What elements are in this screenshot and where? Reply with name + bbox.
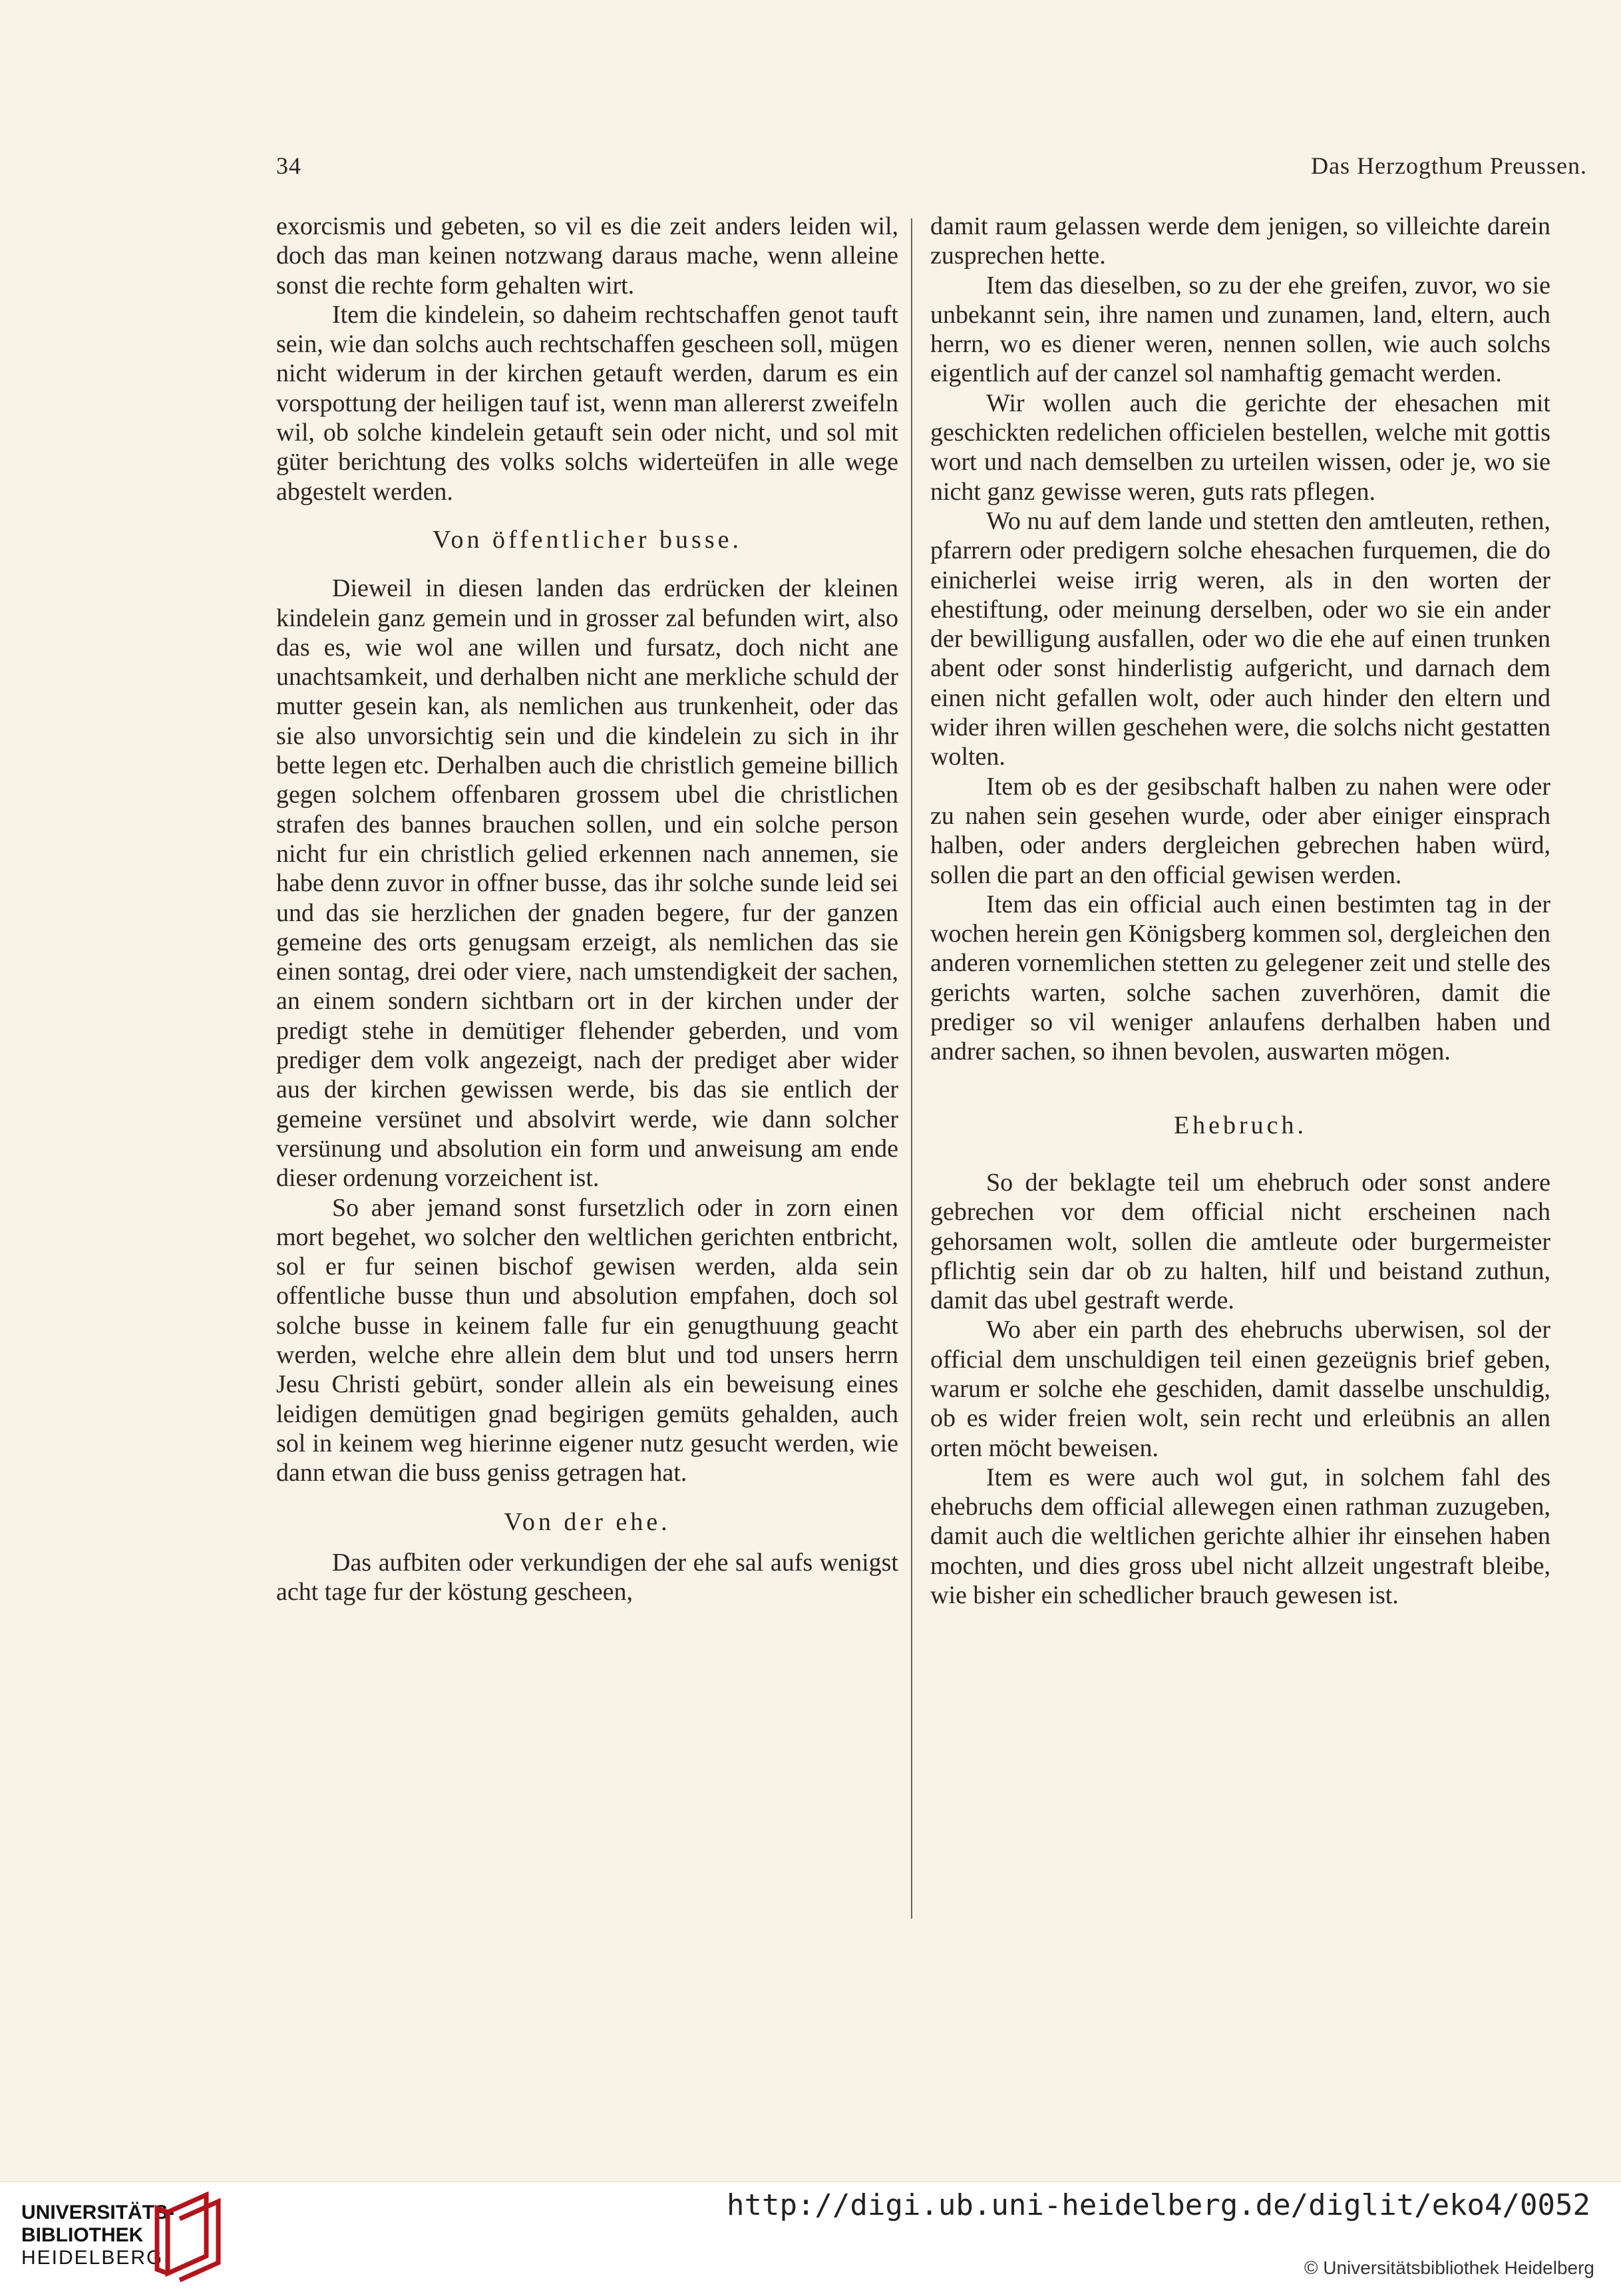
section-heading: Von öffentlicher busse. [432, 525, 743, 554]
paragraph: So der beklagte teil um ehebruch oder sonst andere gebrechen vor dem official nicht erscheinen nach gehorsamen wolt, sollen die amtleute oder burgermeister pflichtig sein dar ob zu halten, hilf und beistand zuthun, damit das ubel gestraft werde. [930, 1168, 1550, 1315]
column-divider [911, 218, 912, 1919]
paragraph: Item es were auch wol gut, in solchem fahl des ehebruchs dem official allewegen einen rathman zuzugeben, damit auch die weltlichen gerichte alhier ihr einsehen haben mochten, und dies gross ubel nicht allzeit ungestraft bleibe, wie bisher ein schedlicher brauch gewesen ist. [930, 1463, 1550, 1610]
paragraph: Dieweil in diesen landen das erdrücken der kleinen kindelein ganz gemein und in grosser zal befunden wirt, also das es, wie wol ane willen und fursatz, doch nicht ane unachtsamkeit, und derhalben nicht ane merkliche schuld der mutter gesein kan, als nemlichen aus trunkenheit, oder das sie also unvorsichtig sein und die kindelein zu sich in ihr bette legen etc. Derhalben auch die christlich gemeine billich gegen solchem offenbaren grossem ubel die christlichen strafen des bannes brauchen sollen, und ein solche person nicht fur ein christlich gelied erkennen nach annemen, sie habe denn zuvor in offner busse, das ihr solche sunde leid sei und das sie herzlichen der gnaden begere, fur der ganzen gemeine des orts genugsam erzeigt, als nemlichen das sie einen sontag, drei oder viere, nach umstendigkeit der sachen, an einem sondern sichtbarn ort in der kirchen under der predigt stehe in demütiger flehender geberden, und vom prediger dem volk angezeigt, nach der prediget aber wider aus der kirchen gewissen werde, bis das sie entlich der gemeine versünet und absolvirt werde, wie dann solcher versünung und absolution ein form und anweisung am ende dieser ordenung vorzeichent ist. [276, 574, 898, 1193]
paragraph: Wo nu auf dem lande und stetten den amtleuten, rethen, pfarrern oder predigern solche ehesachen furquemen, die do einicherlei weise irrig weren, als in den worten der ehestiftung, oder meinung derselben, oder wo sie ein ander der bewilligung ausfallen, oder wo die ehe auf einen trunken abent oder sonst hinderlistig aufgericht, und darnach dem einen nicht gefallen wolt, oder auch hinder den eltern und wider ihren willen geschehen were, die solchs nicht gestatten wolten. [930, 506, 1550, 771]
library-logo-icon [154, 2190, 228, 2283]
running-head [276, 152, 1587, 185]
paragraph: Item das ein official auch einen bestimten tag in der wochen herein gen Königsberg kommen sol, dergleichen den anderen vornemlichen stetten zu gelegener zeit und stelle des gerichts warten, solche sachen zuverhören, damit die prediger so vil weniger anlaufens derhalben haben und andrer sachen, so ihnen bevolen, auswarten mögen. [930, 890, 1550, 1066]
logo-line: BIBLIOTHEK [21, 2224, 144, 2246]
paragraph: Item die kindelein, so daheim rechtschaffen genot tauft sein, wie dan solchs auch rechtschaffen gescheen soll, mügen nicht widerum in der kirchen getauft werden, darum es ein vorspottung der heiligen tauf ist, wenn man allererst zweifeln wil, ob solche kindelein getauft sein oder nicht, und sol mit güter berichtung des volks solchs widerteüfen in alle wege abgestelt werden. [276, 300, 898, 506]
right-column [930, 212, 1550, 1929]
page-number: 34 [276, 152, 301, 179]
paragraph: Item ob es der gesibschaft halben zu nahen were oder zu nahen sein gesehen wurde, oder aber einiger einsprach halben, oder anders dergleichen gebrechen haben würd, sollen die part an den official gewisen werden. [930, 772, 1550, 889]
library-logo-text [21, 2201, 174, 2269]
paragraph: Item das dieselben, so zu der ehe greifen, zuvor, wo sie unbekannt sein, ihre namen und zunamen, land, eltern, auch herrn, wo es diener weren, nennen sollen, wie auch solchs eigentlich auf der canzel sol namhaftig gemacht werden. [930, 271, 1550, 388]
section-heading: Von der ehe. [504, 1508, 671, 1537]
paragraph: Wo aber ein parth des ehebruchs uberwisen, sol der official dem unschuldigen teil einen gezeügnis brief geben, warum er solche ehe geschiden, damit dasselbe unschuldig, ob es wider freien wolt, sein recht und erleübnis an allen orten möcht beweisen. [930, 1316, 1550, 1462]
logo-line: UNIVERSITÄTS- [21, 2201, 175, 2223]
source-url-link[interactable]: http://digi.ub.uni-heidelberg.de/diglit/eko4/0052 [726, 2188, 1590, 2222]
running-title: Das Herzogthum Preussen. [1311, 152, 1587, 179]
paragraph: So aber jemand sonst fursetzlich oder in zorn einen mort begehet, wo solcher den weltlichen gerichten entbricht, sol er fur seinen bischof gewisen werden, alda sein offentliche busse thun und absolution empfahen, doch sol solche busse in keinem falle fur ein genugthuung geacht werden, welche ehre allein dem blut und tod unsers herrn Jesu Christi gebürt, sonder allein als ein beweisung eines leidigen demütigen gnad begirigen gemüts gehalden, auch sol in keinem weg hierinne eigener nutz gesucht werden, wie dann etwan die buss geniss getragen hat. [276, 1193, 898, 1487]
logo-line: HEIDELBERG [21, 2247, 164, 2269]
section-heading: Ehebruch. [1173, 1111, 1308, 1139]
paragraph: damit raum gelassen werde dem jenigen, so villeichte darein zusprechen hette. [930, 212, 1550, 270]
paragraph: Das aufbiten oder verkundigen der ehe sal aufs wenigst acht tage fur der köstung gescheen, [276, 1548, 898, 1607]
left-column [276, 212, 898, 1929]
paragraph: Wir wollen auch die gerichte der ehesachen mit geschickten redelichen officielen bestellen, welche mit gottis wort und nach demselben zu urteilen wissen, oder je, wo sie nicht ganz gewisse weren, guts rats pflegen. [930, 389, 1550, 506]
paragraph: exorcismis und gebeten, so vil es die zeit anders leiden wil, doch das man keinen notzwang daraus mache, wenn alleine sonst die rechte form gehalten wirt. [276, 212, 898, 299]
copyright-notice: © Universitätsbibliothek Heidelberg [1304, 2257, 1594, 2278]
